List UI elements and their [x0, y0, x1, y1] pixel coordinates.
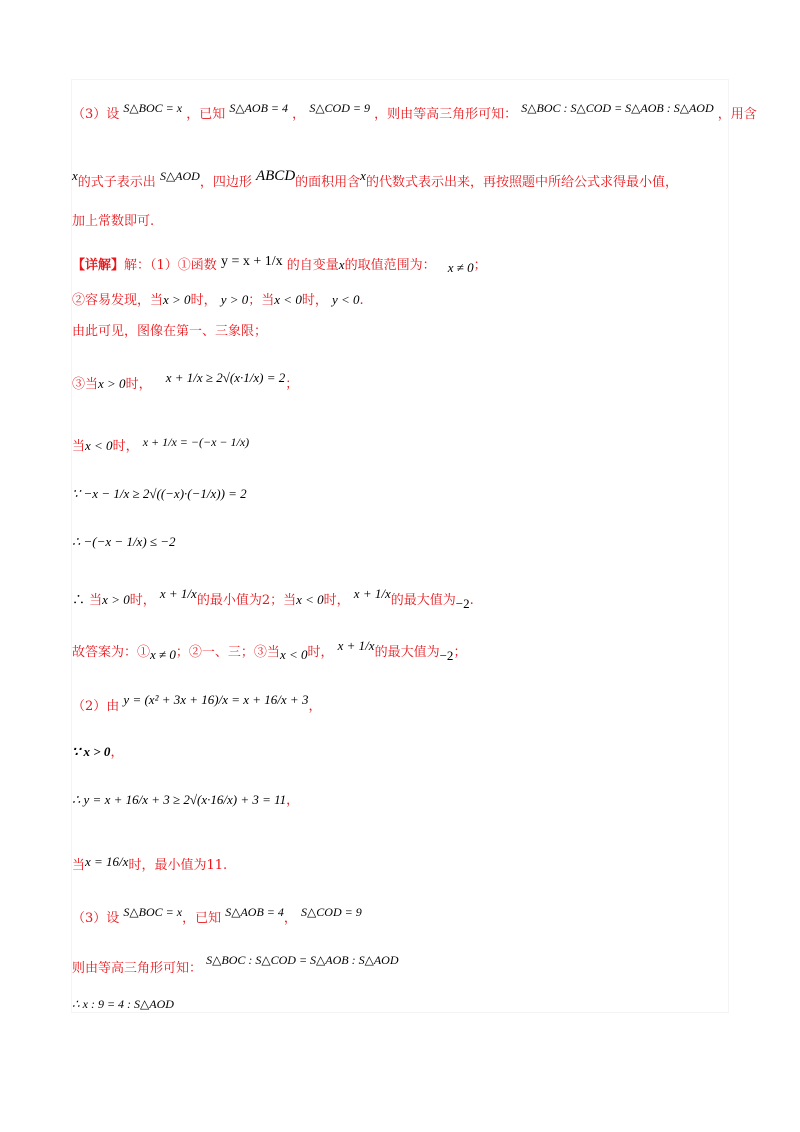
formula-s-aob: S△AOB = 4	[229, 101, 289, 115]
value: −2	[455, 596, 470, 611]
text: 时，	[112, 439, 139, 454]
text: ，	[283, 911, 297, 926]
text: 解：（1）①函数	[124, 258, 217, 273]
text: ，四边形	[199, 175, 252, 190]
var-abcd: ABCD	[255, 168, 296, 184]
line-detail-4	[72, 368, 298, 395]
text: 当	[89, 593, 103, 608]
text: ；当	[248, 293, 275, 308]
label: （3）设	[72, 107, 120, 122]
text: 的自变量	[286, 258, 339, 273]
text: 时，	[301, 293, 328, 308]
text: ，则由等高三角形可知：	[374, 107, 518, 122]
formula: x < 0	[296, 592, 324, 607]
text: .	[469, 593, 474, 608]
formula: x > 0	[102, 592, 130, 607]
line-part3-hint	[72, 98, 757, 125]
line-part3-3	[72, 994, 174, 1015]
formula: x < 0	[279, 647, 308, 662]
text: ②容易发现，当	[72, 293, 164, 308]
formula: y < 0	[331, 292, 360, 307]
text: ；	[285, 377, 299, 392]
line-part2-4	[72, 852, 227, 876]
formula: x ≠ 0	[150, 647, 176, 662]
text: 的取值范围为：	[344, 258, 436, 273]
formula: x > 0	[98, 376, 126, 391]
text: ，	[286, 793, 300, 808]
line-detail-5	[72, 432, 249, 457]
formula-am-gm: ∵ −x − 1/x ≥ 2√((−x)·(−1/x)) = 2	[72, 486, 247, 501]
text: 当	[72, 858, 86, 873]
var-x: x	[360, 168, 366, 183]
text: ，	[292, 107, 306, 122]
text: 时，最小值为11.	[128, 858, 228, 873]
formula: x + 1/x	[353, 586, 391, 601]
formula: x < 0	[85, 438, 113, 453]
formula-condition: ∵ x > 0	[72, 744, 111, 759]
text: 的最大值为	[390, 593, 456, 608]
formula-function: y = x + 1/x	[220, 254, 283, 269]
formula-s-boc: S△BOC = x	[123, 101, 183, 115]
text: 由此可见，图像在第一、三象限；	[72, 324, 268, 339]
text: ，已知	[186, 107, 226, 122]
formula-s-aob: S△AOB = 4	[225, 905, 284, 919]
formula-ratio: S△BOC : S△COD = S△AOB : S△AOD	[521, 101, 714, 115]
detail-tag: 【详解】	[72, 258, 125, 273]
text: 的最大值为	[374, 645, 440, 660]
var-x: x	[72, 168, 78, 183]
text: ，已知	[182, 911, 222, 926]
text: ③当	[72, 377, 99, 392]
line-detail-3	[72, 322, 267, 342]
formula-domain: x ≠ 0	[447, 260, 474, 275]
text: 时，	[307, 645, 334, 660]
therefore-symbol: ∴	[72, 593, 86, 608]
line-detail-8	[72, 584, 474, 614]
formula-rewrite: x + 1/x = −(−x − 1/x)	[142, 435, 250, 449]
text: ，	[110, 745, 124, 760]
formula: y > 0	[220, 292, 249, 307]
text: 时，	[129, 593, 156, 608]
label: （3）设	[72, 911, 120, 926]
line-part2-2	[72, 742, 123, 763]
text: 的最小值为2；当	[196, 593, 297, 608]
text: ，用含	[717, 107, 757, 122]
line-part3-1	[72, 902, 362, 929]
text: 时，	[125, 377, 152, 392]
formula-s-aod: S△AOD	[159, 169, 200, 183]
text: 的式子表示出	[77, 175, 156, 190]
line-detail-2	[72, 290, 364, 311]
text: 的面积用含	[295, 175, 361, 190]
formula-equality: x = 16/x	[85, 854, 129, 869]
formula: x + 1/x	[337, 638, 375, 653]
var-x: x	[338, 257, 345, 272]
formula-ratio: S△BOC : S△COD = S△AOB : S△AOD	[206, 953, 399, 967]
text: ；	[473, 258, 487, 273]
text: 加上常数即可.	[72, 214, 155, 229]
formula: x > 0	[163, 292, 191, 307]
text: ；②一、三；③当	[175, 645, 280, 660]
text: 故答案为：①	[72, 645, 151, 660]
line-part3-hint-3	[72, 212, 154, 232]
line-answer	[72, 636, 466, 666]
formula-proportion: ∴ x : 9 = 4 : S△AOD	[72, 997, 174, 1011]
formula-rewrite-y: y = (x² + 3x + 16)/x = x + 16/x + 3	[123, 692, 309, 707]
line-detail-6	[72, 484, 247, 505]
text: ；	[453, 645, 467, 660]
formula: x + 1/x	[159, 586, 197, 601]
line-part3-2	[72, 950, 398, 979]
text: （2）由	[72, 699, 120, 714]
line-detail-7	[72, 532, 176, 553]
value: −2	[439, 648, 454, 663]
formula-am-gm-2: ∴ y = x + 16/x + 3 ≥ 2√(x·16/x) + 3 = 11	[72, 792, 287, 807]
text: 时，	[323, 593, 350, 608]
formula-s-boc: S△BOC = x	[123, 905, 183, 919]
formula-inequality: x + 1/x ≥ 2√(x·1/x) = 2	[165, 370, 286, 385]
text: 当	[72, 439, 86, 454]
line-part2-3	[72, 790, 299, 811]
formula: x < 0	[274, 292, 302, 307]
formula-s-cod: S△COD = 9	[309, 101, 370, 115]
text: ，	[308, 699, 322, 714]
line-detail-1	[72, 252, 487, 278]
line-part2-1	[72, 690, 321, 717]
line-part3-hint-2	[72, 166, 678, 193]
text: 则由等高三角形可知：	[72, 961, 203, 976]
formula-conclusion: ∴ −(−x − 1/x) ≤ −2	[72, 534, 176, 549]
text: 的代数式表示出来，再按照题中所给公式求得最小值，	[365, 175, 678, 190]
formula-s-cod: S△COD = 9	[301, 905, 362, 919]
text: .	[359, 293, 364, 308]
text: 时，	[190, 293, 217, 308]
